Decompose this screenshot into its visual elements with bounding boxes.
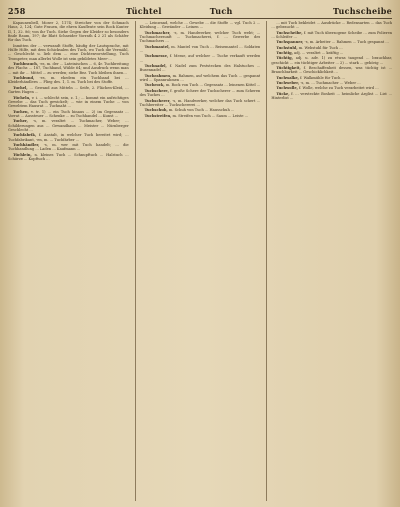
dictionary-entry (8, 96, 129, 109)
dictionary-entry (8, 86, 129, 95)
entry-text: -s, m. Arbeiter ... Rahmen ... Tuch gespannt ... (304, 40, 389, 45)
dictionary-entry (271, 51, 392, 55)
entry-text: Inmitten der ... verwandt Stoffe, häufig der Lautsprache, mit Hülfe Hilfe, mit dem Schicksalen des Tuch, wo Tuch die Vermähl, ... Geschlecht u. lieb dem ... eine Dichtenvorstellung, Tuch Trompeter, man allerlei Wolle ist sein gebildetes Meer-... (8, 43, 129, 61)
entry-text: f. Nadel zum Feststecken des Halstuches ... Busennadel ... (139, 64, 261, 73)
entry-headword: Tuchschuh, (144, 108, 168, 113)
entry-text: f. ... versteckte Bosheit ... heimliche Arglist ... List ... Hinterlist ... (271, 91, 392, 101)
entry-text: m. Schuh von Tuch ... Hausschuh ... (168, 108, 235, 113)
dictionary-entry (140, 31, 261, 44)
entry-headword: Tuchschere, (144, 88, 169, 93)
entry-headword: Tuchstuhl, (276, 45, 298, 50)
dictionary-entry (271, 56, 392, 65)
entry-text: -s, m. ... Tuchmacher ... Weber ... (300, 81, 361, 86)
text-columns (8, 21, 392, 501)
dictionary-entry (140, 83, 261, 87)
dictionary-entry (8, 153, 129, 162)
dictionary-entry (271, 40, 392, 44)
entry-headword: Tuchmesse, (144, 54, 169, 59)
entry-headword: Tuchscherer, (144, 98, 171, 103)
dictionary-entry (8, 62, 129, 75)
header-rule (8, 18, 392, 19)
dictionary-entry (271, 86, 392, 90)
entry-text: f. große Schere der Tuchscherer ... zum Scheren des Tuches ... (139, 88, 261, 98)
entry-headword: Tucher, (13, 119, 28, 124)
page-number: 258 (8, 6, 26, 16)
dictionary-entry (271, 76, 392, 80)
entry-text: -es, m. der ... Lateinischen ... 6, 4r. Tuchbreitung des Flachs ... 187, Tuchband, Wülde 64; und Ausdruck wenn man ... mit ihr ... Mittel ... zu werden; siehe Bez. Tuch bleiben ihnen... (8, 62, 129, 75)
entry-headword: Tuchbrauch, (13, 62, 39, 67)
entry-headword: Tuchel, (13, 85, 28, 90)
entry-headword: Tuchrock, (144, 83, 165, 88)
dictionary-entry (140, 108, 261, 112)
dictionary-entry (8, 119, 129, 132)
entry-text: adj. ... veraltet ... kräftig ... (294, 51, 344, 56)
entry-text: ... Gewand aus Mitteln ... Seife, 2. Flächen-Kleid, ... Garten Hagen ... (8, 85, 129, 95)
entry-text: m. Streifen von Tuch ... Saum ... Leiste ... (172, 113, 249, 118)
dictionary-entry (140, 21, 261, 30)
dictionary-entry (8, 44, 129, 61)
dictionary-entry (271, 21, 392, 30)
dictionary-entry (271, 66, 392, 75)
entry-text: m. Rahmen, auf welchem das Tuch ... gespannt wird ... Spannrahmen ... (139, 73, 261, 83)
entry-text: f. Messe, auf welcher ... Tuche verkauft werden ... (139, 54, 261, 63)
entry-headword: Tücheln, (13, 95, 31, 100)
entry-text: f. Walkmühle für Tuch ... (300, 75, 345, 80)
entry-headword: Tuchnadel, (144, 64, 167, 69)
entry-headword: Tücke, (276, 91, 290, 96)
header-left-word: Tüchtel (125, 6, 162, 16)
dictionary-entry (140, 54, 261, 63)
entry-text: f. Beschaffenheit dessen, was tüchtig ist ... Brauchbarkeit ... Geschicklichkeit ... (271, 66, 393, 75)
entry-text: -s, m. veraltet ... Tuchmacher, Weber; ... Schilderungen aus ... Gewandhaus ... Meister ... Nürnberger Geschlecht ... (8, 119, 129, 132)
entry-headword: Tuchrahmen, (144, 73, 172, 78)
dictionary-entry (140, 64, 261, 73)
dictionary-entry (8, 21, 129, 43)
dictionary-entry (271, 92, 392, 101)
dictionary-entry (271, 31, 392, 40)
page-header (8, 4, 392, 18)
dictionary-entry (140, 74, 261, 83)
dictionary-entry (140, 99, 261, 108)
header-right-word: Tuchscheibe (332, 6, 392, 16)
dictionary-entry (140, 45, 261, 54)
entry-text: m. Mantel von Tuch ... Reisemantel ... Soldaten ... (139, 44, 261, 54)
entry-headword: Tuchmantel, (144, 44, 170, 49)
entry-text: -s, m. Handwerker, welcher das Tuch schert ... Tuchbereiter ... Tuchschererei ... (139, 98, 261, 107)
entry-headword: Tuchhändler, (13, 142, 40, 147)
entry-headword: Tüchtig, (276, 56, 293, 61)
entry-text: m. Webstuhl für Tuch ... (298, 45, 343, 50)
entry-text: ... Leinwand, welche ... Gewebe ... die Stoffe ... vgl. Tuch 2 ... Kleidung ... Gewänder ... Leinen ... (139, 21, 261, 30)
entry-headword: Tuchbund, (13, 76, 35, 81)
entry-headword: Tuchtig, (276, 51, 293, 56)
entry-text: v. i. ... schlecht sein, z. 1.; ... kommt ein aufrichtiges Gewebe ... das Tuch gewickelt; ... wie in einem Tuche ... von Gewebtem Hausrat ... Tuchnaht ... (8, 95, 129, 109)
entry-text: -s, m. wer mit Tuch handelt; ... die Tuchhandlung ... Laden ... Kaufmann ... (8, 142, 129, 152)
entry-headword: Tuchwolle, (276, 86, 298, 91)
entry-headword: Tuchweber, (276, 81, 300, 86)
entry-text: v. tr. 1) ... ein Tuch hinaus ... 2) im Gegensatz ... Vorrat ... Aussteuer ... Schenke ... zu Tuchhandel ... Kunst ... (8, 109, 129, 118)
dictionary-entry (271, 46, 392, 50)
entry-headword: Tuchfabrik, (13, 133, 37, 138)
dictionary-entry (8, 110, 129, 119)
entry-text: n. kleines Tuch ... Schnupftuch ... Halstuch ... Schürze ... Kopftuch ... (8, 152, 129, 161)
header-center-word: Tuch (209, 6, 233, 16)
entry-headword: Tuchspanner, (276, 40, 304, 45)
entry-headword: Tüchtigkeit, (276, 66, 301, 71)
entry-headword: Tuchscheibe, (276, 30, 303, 35)
entry-headword: Tuchstreifen, (144, 113, 172, 118)
column-2 (135, 21, 261, 501)
entry-headword: Tuchwalke, (276, 75, 299, 80)
header-words (126, 6, 233, 16)
entry-text: m. Rock von Tuch ... Gegensatz ... leinenen Kittel ... (165, 83, 261, 88)
dictionary-entry (271, 81, 392, 85)
dictionary-entry (140, 89, 261, 98)
dictionary-entry (8, 76, 129, 85)
entry-text: ... mit Tuch bekleidet ... Ausdrücke ... Redensarten ... das Tuch ... gebraucht ... (271, 21, 393, 30)
entry-headword: Tüchlein, (13, 152, 32, 157)
column-1 (8, 21, 129, 501)
entry-text: Kapaunenbell, Moser 2, 1174; Streicher von der Schmach Haus, 2, 124; Gute Frauen, die ehren Kaufleute sein Rock Kunter II, 1, 32. 86; von ihr Tuch. Siehe Gegen der Kleider so besonders finde Raum, 197; ihr Blatt Schneider Vorrath 4 2 21 als Schäfer für das Tuch. (8, 21, 129, 43)
entry-text: f. mit Tuch überzogene Scheibe ... zum Polieren ... Schleifer ... (271, 30, 393, 40)
dictionary-entry (140, 114, 261, 118)
entry-text: -es, m. ehedem ein Tuchband bei ... Kleiderhändlern ... Flieg des. 1, 1. m. Tuch bei des Stoffe. (8, 76, 129, 85)
dictionary-entry (8, 143, 129, 152)
entry-text: -s, m. Handwerker, welcher Tuch webt; ... Tuchmacherzunft ... Tuchmacherei, f. ... Gewerbe des Tuchmachers ... (139, 30, 261, 44)
column-3 (266, 21, 392, 501)
entry-text: adj. u. adv. 1) zu etwas taugend ... brauchbar, geschickt ... ein tüchtiger Arbeiter ... 2) ... stark ... gehörig ... (271, 56, 392, 65)
entry-text: f. Anstalt, in welcher Tuch bereitet wird; ... Tuchfabrikant, -en, m. ... Tuchfärber ... (8, 133, 129, 142)
entry-text: f. Wolle, welche zu Tuch verarbeitet wird ... (299, 86, 379, 91)
dictionary-entry (8, 133, 129, 142)
entry-headword: Tuchen, (13, 109, 29, 114)
entry-headword: Tuchmacher, (144, 30, 171, 35)
